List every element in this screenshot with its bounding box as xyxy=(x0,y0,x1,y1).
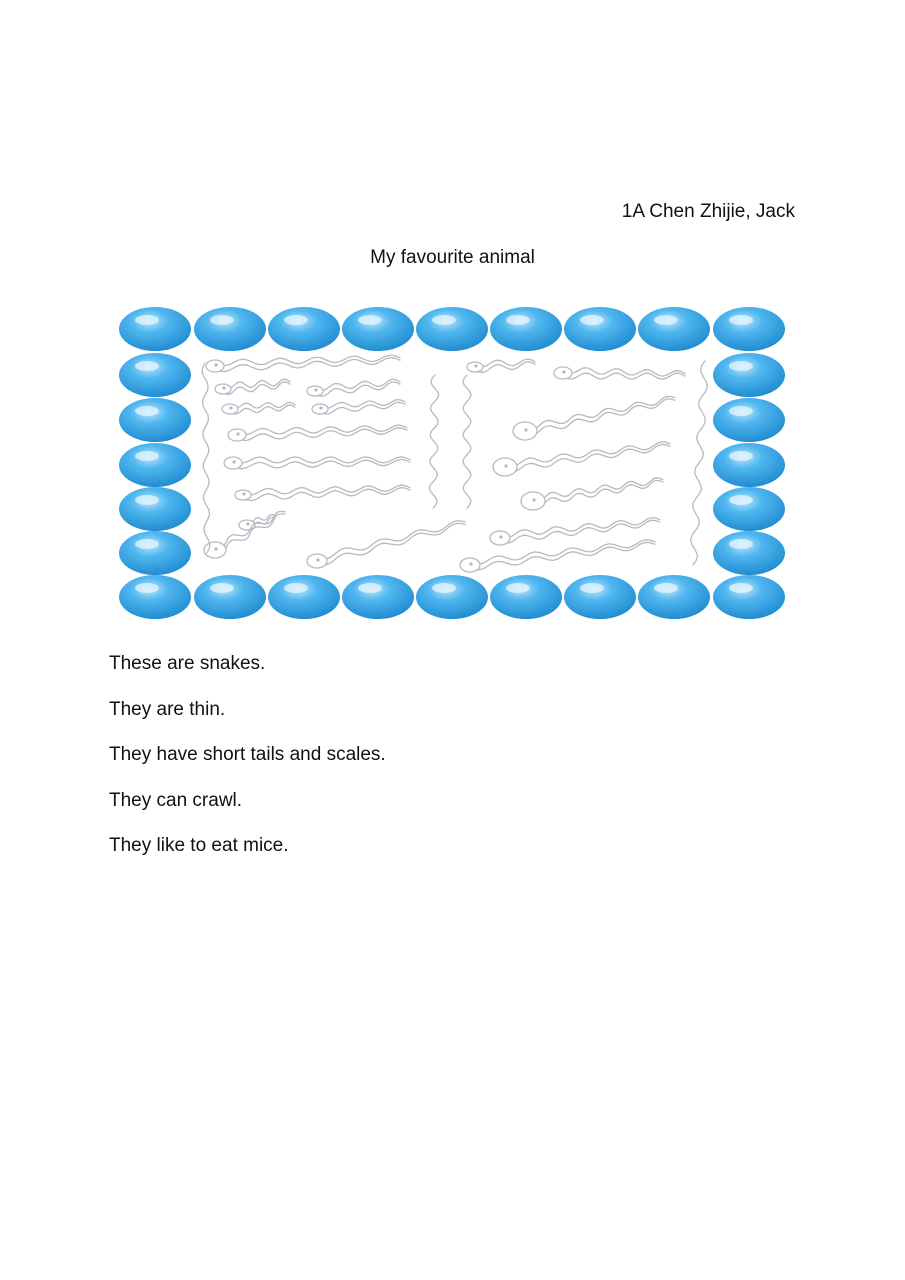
bead xyxy=(268,307,340,351)
bead xyxy=(564,575,636,619)
sentence-list xyxy=(109,652,386,880)
snake-sketch xyxy=(206,355,400,372)
bead xyxy=(490,307,562,351)
bead xyxy=(194,575,266,619)
snake-sketch xyxy=(235,485,410,501)
snake-sketch xyxy=(691,361,708,565)
snake-sketch xyxy=(215,379,290,394)
sentence: They like to eat mice. xyxy=(109,835,289,856)
bead xyxy=(713,575,785,619)
bead xyxy=(268,575,340,619)
snake-sketch xyxy=(463,375,471,508)
bead xyxy=(119,307,191,351)
snake-sketch xyxy=(222,402,295,414)
bead xyxy=(713,398,785,442)
page-title: My favourite animal xyxy=(370,247,535,268)
snake-sketch xyxy=(429,375,438,508)
sentence: These are snakes. xyxy=(109,653,266,674)
bead xyxy=(713,487,785,531)
bead xyxy=(119,353,191,397)
snake-sketch xyxy=(307,379,400,396)
snake-sketch xyxy=(513,396,675,440)
snake-sketch xyxy=(228,425,407,441)
bead xyxy=(342,575,414,619)
bead xyxy=(638,307,710,351)
snake-sketch xyxy=(312,400,405,414)
bead xyxy=(194,307,266,351)
bead xyxy=(713,353,785,397)
sentence: They have short tails and scales. xyxy=(109,744,386,765)
snake-sketch xyxy=(490,518,660,545)
bead xyxy=(638,575,710,619)
bead xyxy=(490,575,562,619)
snake-sketch xyxy=(554,367,685,379)
bead xyxy=(342,307,414,351)
snake-sketch xyxy=(204,511,285,558)
snake-drawing-figure xyxy=(115,303,789,625)
bead xyxy=(119,398,191,442)
snake-drawing xyxy=(115,303,789,625)
snakes-sketch xyxy=(202,355,707,572)
author-line: 1A Chen Zhijie, Jack xyxy=(621,201,795,222)
sentence: They can crawl. xyxy=(109,789,243,811)
snake-sketch xyxy=(307,521,465,568)
snake-sketch xyxy=(467,359,535,372)
snake-sketch xyxy=(521,478,663,510)
bead xyxy=(119,531,191,575)
bead xyxy=(713,531,785,575)
snake-sketch xyxy=(460,540,655,572)
sentence: They are thin. xyxy=(109,698,226,720)
snake-sketch xyxy=(224,457,410,469)
bead xyxy=(119,443,191,487)
bead xyxy=(416,307,488,351)
snake-sketch xyxy=(202,363,210,553)
bead xyxy=(713,307,785,351)
bead xyxy=(119,575,191,619)
snake-sketch xyxy=(493,442,670,476)
bead-border xyxy=(119,307,785,619)
bead xyxy=(119,487,191,531)
bead xyxy=(713,443,785,487)
bead xyxy=(416,575,488,619)
bead xyxy=(564,307,636,351)
